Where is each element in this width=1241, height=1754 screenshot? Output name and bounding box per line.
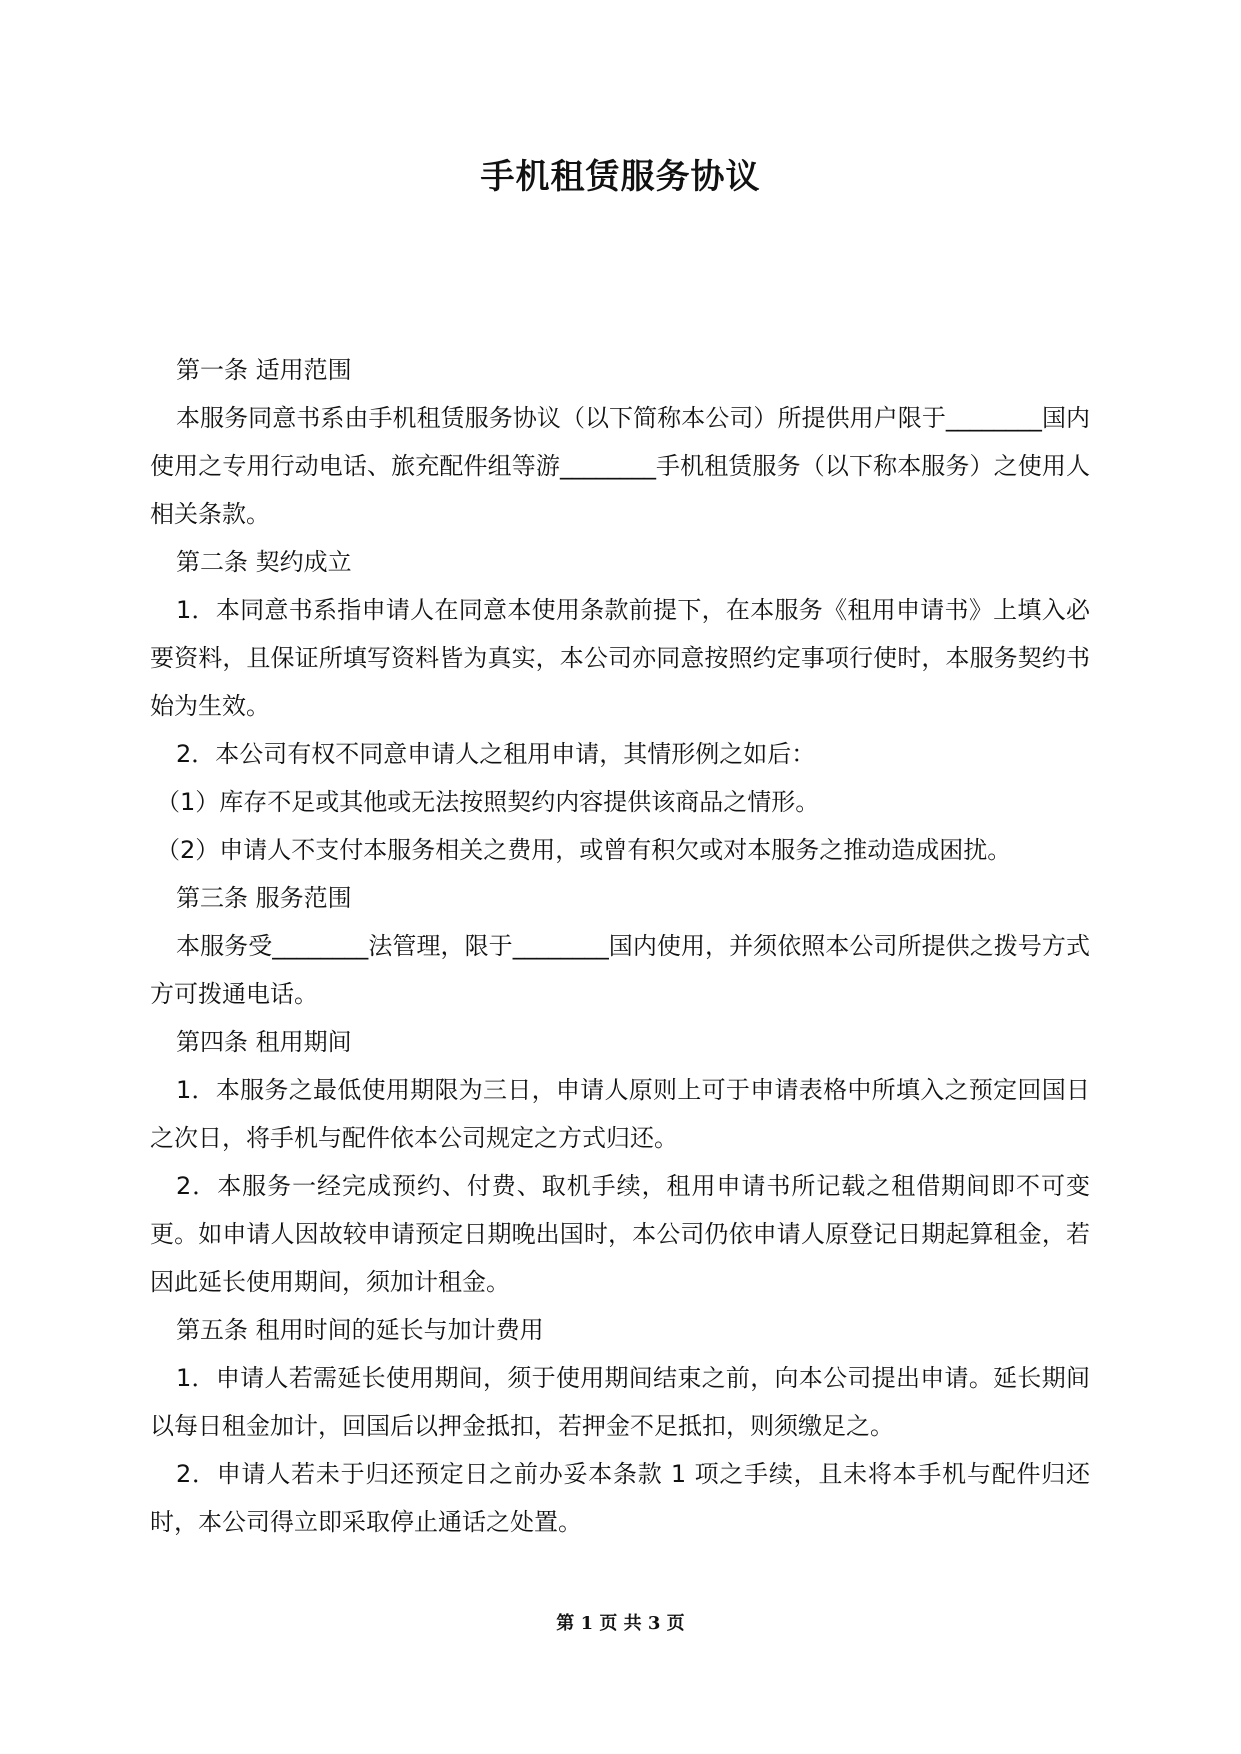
paragraph: 1．本同意书系指申请人在同意本使用条款前提下，在本服务《租用申请书》上填入必要资料，且保证所填写资料皆为真实，本公司亦同意按照约定事项行使时，本服务契约书始为生效。 xyxy=(150,596,1090,720)
section-heading-5: 第五条 租用时间的延长与加计费用 xyxy=(176,1316,544,1344)
page-number: 第 1 页 共 3 页 xyxy=(556,1613,685,1634)
document-title: 手机租赁服务协议 xyxy=(480,157,761,197)
list-item: （2）申请人不支付本服务相关之费用，或曾有积欠或对本服务之推动造成困扰。 xyxy=(156,836,1012,864)
document-body xyxy=(150,346,1090,1546)
list-item: （1）库存不足或其他或无法按照契约内容提供该商品之情形。 xyxy=(156,788,820,816)
section-heading-1: 第一条 适用范围 xyxy=(176,356,352,384)
section-heading-3: 第三条 服务范围 xyxy=(176,884,352,912)
paragraph: 2．本服务一经完成预约、付费、取机手续，租用申请书所记载之租借期间即不可变更。如申请人因故较申请预定日期晚出国时，本公司仍依申请人原登记日期起算租金，若因此延长使用期间，须加计租金。 xyxy=(150,1172,1090,1296)
paragraph: 2．申请人若未于归还预定日之前办妥本条款 1 项之手续，且未将本手机与配件归还时，本公司得立即采取停止通话之处置。 xyxy=(150,1460,1090,1536)
paragraph: 本服务受________法管理，限于________国内使用，并须依照本公司所提供之拨号方式方可拨通电话。 xyxy=(150,932,1090,1008)
paragraph: 本服务同意书系由手机租赁服务协议（以下简称本公司）所提供用户限于________国内使用之专用行动电话、旅充配件组等游________手机租赁服务（以下称本服务）之使用人相关条款。 xyxy=(150,404,1090,528)
paragraph: 2．本公司有权不同意申请人之租用申请，其情形例之如后： xyxy=(176,740,816,768)
paragraph: 1．申请人若需延长使用期间，须于使用期间结束之前，向本公司提出申请。延长期间以每日租金加计，回国后以押金抵扣，若押金不足抵扣，则须缴足之。 xyxy=(150,1364,1090,1440)
section-heading-2: 第二条 契约成立 xyxy=(176,548,352,576)
paragraph: 1．本服务之最低使用期限为三日，申请人原则上可于申请表格中所填入之预定回国日之次日，将手机与配件依本公司规定之方式归还。 xyxy=(150,1076,1090,1152)
section-heading-4: 第四条 租用期间 xyxy=(176,1028,352,1056)
